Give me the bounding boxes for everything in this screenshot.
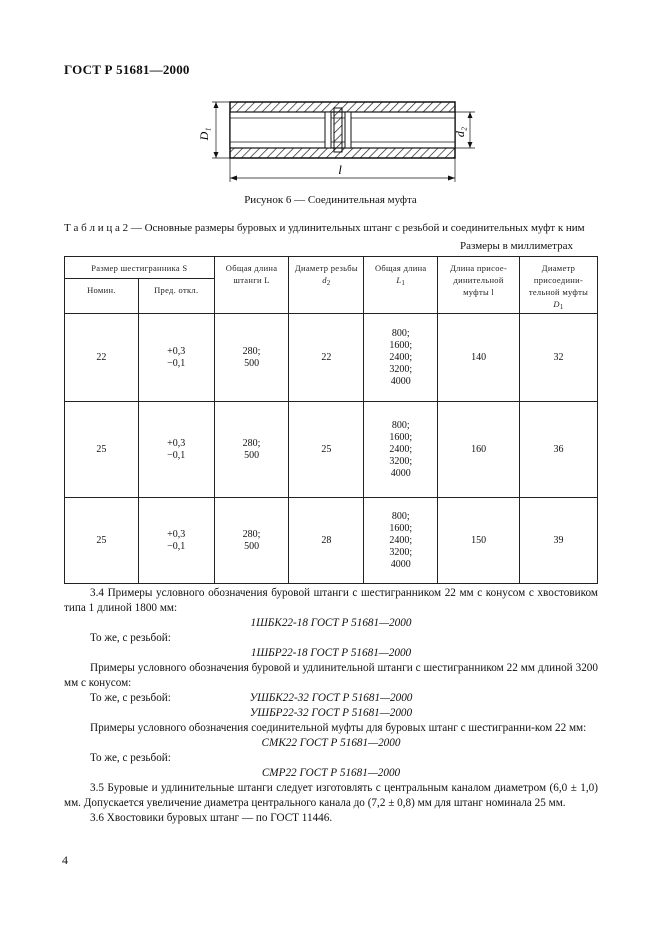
cell-tolerance: +0,3 −0,1: [138, 402, 214, 498]
cell-total-length: 800; 1600; 2400; 3200; 4000: [364, 314, 438, 402]
designation-example: 1ШБР22-18 ГОСТ Р 51681—2000: [250, 647, 412, 659]
cell-tolerance: +0,3 −0,1: [138, 314, 214, 402]
cell-thread: 25: [289, 402, 364, 498]
designation-example: УШБК22-32 ГОСТ Р 51681—2000: [249, 692, 413, 704]
cell-coupling-diameter: 39: [520, 498, 598, 584]
cell-coupling-length: 140: [438, 314, 520, 402]
d1-label: D₁: [197, 127, 211, 141]
cell-total-length: 800; 1600; 2400; 3200; 4000: [364, 498, 438, 584]
header-hex-size: Размер шестигранника S: [65, 257, 215, 279]
cell-coupling-diameter: 36: [520, 402, 598, 498]
cell-total-length: 800; 1600; 2400; 3200; 4000: [364, 402, 438, 498]
d2-label: d₂: [453, 126, 467, 138]
header-total-length: Общая длина $L_1$: [364, 257, 438, 314]
paragraph-3-6: 3.6 Хвостовики буровых штанг — по ГОСТ 11446.: [90, 812, 333, 824]
cell-coupling-length: 160: [438, 402, 520, 498]
table-units: Размеры в миллиметрах: [460, 240, 573, 252]
dimensions-table: [64, 256, 598, 584]
cell-nominal: 25: [65, 498, 139, 584]
cell-coupling-diameter: 32: [520, 314, 598, 402]
designation-example: СМК22 ГОСТ Р 51681—2000: [261, 737, 401, 749]
page-number: 4: [62, 853, 68, 867]
table-row: [65, 402, 598, 498]
header-coupling-length: Длина присое- динительной муфты l: [438, 257, 520, 314]
header-coupling-diameter: Диаметр присоедини- тельной муфты $D_1$: [520, 257, 598, 314]
paragraph-3-5: 3.5 Буровые и удлинительные штанги следует изготовлять с центральным каналом диаметром (6,0 ± 1,0) мм. Допускается увеличение диаметра центрального канала до (7,2 ± 0,8) мм для штанг номинала 25 мм.: [64, 782, 598, 809]
figure-caption: Рисунок 6 — Соединительная муфта: [244, 194, 417, 206]
cell-rod-length: 280; 500: [214, 314, 289, 402]
cell-tolerance: +0,3 −0,1: [138, 498, 214, 584]
cell-rod-length: 280; 500: [214, 402, 289, 498]
table-row: [65, 498, 598, 584]
cell-nominal: 25: [65, 402, 139, 498]
table-row: [65, 314, 598, 402]
paragraph: Примеры условного обозначения буровой и удлинительной штанги с шестигранником 22 мм длиной 3200 мм с конусом:: [64, 662, 598, 689]
designation-example: УШБР22-32 ГОСТ Р 51681—2000: [249, 707, 413, 719]
header-thread-diameter: Диаметр резьбы $d_2$: [289, 257, 364, 314]
paragraph: То же, с резьбой:: [90, 632, 171, 644]
cell-thread: 28: [289, 498, 364, 584]
l-label: l: [338, 162, 342, 177]
document-code-header: ГОСТ Р 51681—2000: [64, 62, 190, 77]
designation-example: 1ШБК22-18 ГОСТ Р 51681—2000: [250, 617, 412, 629]
table-caption: Т а б л и ц а 2 — Основные размеры буровых и удлинительных штанг с резьбой и соединительных муфт к ним: [64, 222, 585, 234]
cell-thread: 22: [289, 314, 364, 402]
paragraph: То же, с резьбой:: [90, 752, 171, 764]
header-nominal: Номин.: [65, 279, 139, 314]
header-tolerance: Пред. откл.: [138, 279, 214, 314]
designation-example: СМР22 ГОСТ Р 51681—2000: [261, 767, 401, 779]
cell-rod-length: 280; 500: [214, 498, 289, 584]
paragraph: Примеры условного обозначения соединительной муфты для буровых штанг с шестигранни-ком 22 мм:: [90, 722, 587, 734]
cell-nominal: 22: [65, 314, 139, 402]
paragraph-3-4: 3.4 Примеры условного обозначения буровой штанги с шестигранником 22 мм с конусом с хвостовиком типа 1 длиной 1800 мм:: [64, 587, 598, 614]
body-text: [64, 586, 598, 826]
header-rod-length: Общая длина штанги L: [214, 257, 289, 314]
coupling-drawing: [190, 90, 490, 190]
paragraph: То же, с резьбой:: [90, 692, 171, 704]
cell-coupling-length: 150: [438, 498, 520, 584]
